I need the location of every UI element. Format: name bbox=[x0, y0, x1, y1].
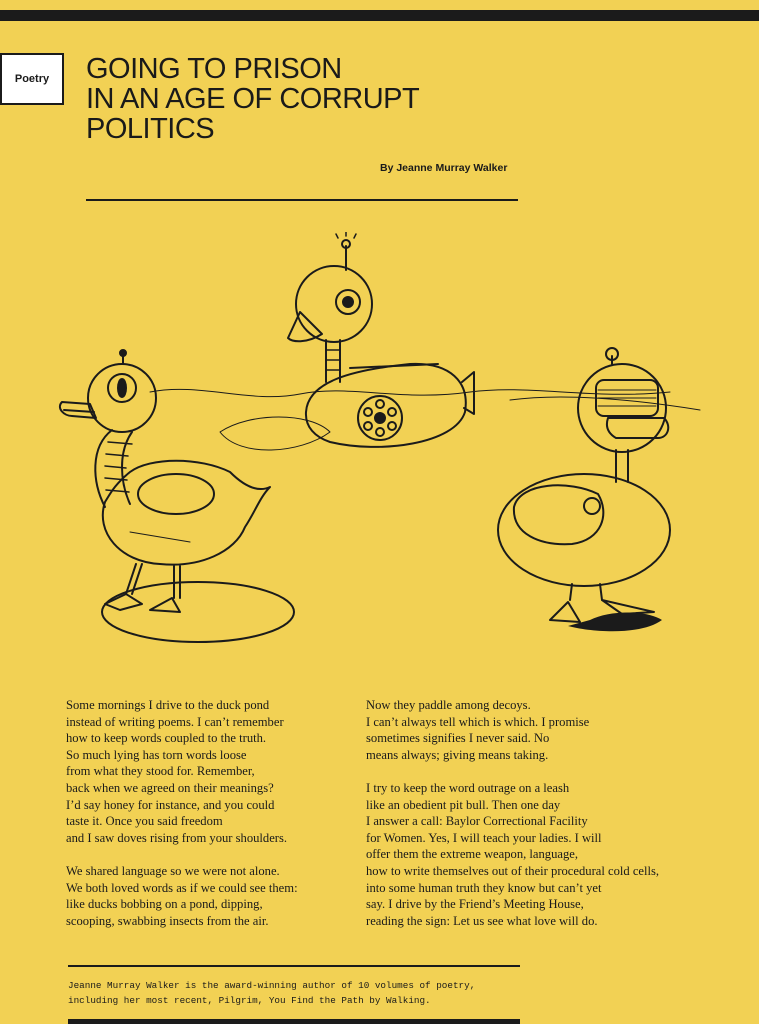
poem-line: into some human truth they know but can’t yet bbox=[366, 880, 602, 895]
poem-line: like ducks bobbing on a pond, dipping, bbox=[66, 897, 263, 912]
poem-line: We shared language so we were not alone. bbox=[66, 863, 280, 878]
stanza bbox=[366, 697, 726, 763]
water-ripple bbox=[510, 397, 700, 410]
left-robot-duck bbox=[60, 350, 294, 642]
poem-line: how to keep words coupled to the truth. bbox=[66, 731, 267, 746]
bio-divider bbox=[68, 965, 520, 967]
right-robot-duck bbox=[498, 348, 670, 631]
middle-robot-duck bbox=[288, 232, 474, 447]
author-bio bbox=[68, 979, 538, 1008]
article-title bbox=[86, 54, 506, 144]
poem-line: how to write themselves out of their procedural cold cells, bbox=[366, 863, 660, 878]
title-line: IN AN AGE OF CORRUPT bbox=[86, 83, 420, 115]
poem-line: I can’t always tell which is which. I promise bbox=[366, 714, 590, 729]
poem-line: offer them the extreme weapon, language, bbox=[366, 847, 579, 862]
poem-line: from what they stood for. Remember, bbox=[66, 764, 255, 779]
bottom-bar bbox=[68, 1019, 520, 1024]
robot-ducks-illustration bbox=[50, 232, 730, 652]
poem-line: scooping, swabbing insects from the air. bbox=[66, 913, 269, 928]
poem-line: means always; giving means taking. bbox=[366, 747, 549, 762]
poem-line: and I saw doves rising from your shoulders. bbox=[66, 830, 288, 845]
poem-line: We both loved words as if we could see them: bbox=[66, 880, 298, 895]
poem-line: instead of writing poems. I can’t remember bbox=[66, 714, 284, 729]
poem-line: taste it. Once you said freedom bbox=[66, 814, 223, 829]
bio-line: Jeanne Murray Walker is the award-winning author of 10 volumes of poetry, bbox=[68, 980, 476, 991]
poem-line: Now they paddle among decoys. bbox=[366, 698, 531, 712]
poem-column-right bbox=[366, 697, 726, 946]
poem-line: Some mornings I drive to the duck pond bbox=[66, 698, 270, 712]
stanza bbox=[66, 863, 351, 929]
poem-line: I’d say honey for instance, and you could bbox=[66, 797, 275, 812]
stanza bbox=[66, 697, 351, 846]
poem-line: sometimes signifies I never said. No bbox=[366, 731, 550, 746]
poem-line: So much lying has torn words loose bbox=[66, 747, 247, 762]
top-bar bbox=[0, 10, 759, 21]
poem-line: for Women. Yes, I will teach your ladies. I will bbox=[366, 830, 602, 845]
byline: By Jeanne Murray Walker bbox=[380, 162, 508, 174]
poem-line: like an obedient pit bull. Then one day bbox=[366, 797, 561, 812]
poem-line: I answer a call: Baylor Correctional Facility bbox=[366, 814, 588, 829]
title-line: GOING TO PRISON bbox=[86, 53, 342, 85]
water-ripple bbox=[150, 389, 670, 396]
poem-column-left bbox=[66, 697, 351, 946]
bio-line: including her most recent, Pilgrim, You Find the Path by Walking. bbox=[68, 994, 431, 1006]
section-tag[interactable]: Poetry bbox=[0, 53, 64, 105]
poem-line: say. I drive by the Friend’s Meeting House, bbox=[366, 897, 584, 912]
poem-line: reading the sign: Let us see what love will do. bbox=[366, 913, 598, 928]
title-line: POLITICS bbox=[86, 113, 215, 145]
title-divider bbox=[86, 199, 518, 201]
stanza bbox=[366, 780, 726, 929]
poem-line: back when we agreed on their meanings? bbox=[66, 780, 274, 795]
poem-line: I try to keep the word outrage on a leash bbox=[366, 780, 570, 795]
